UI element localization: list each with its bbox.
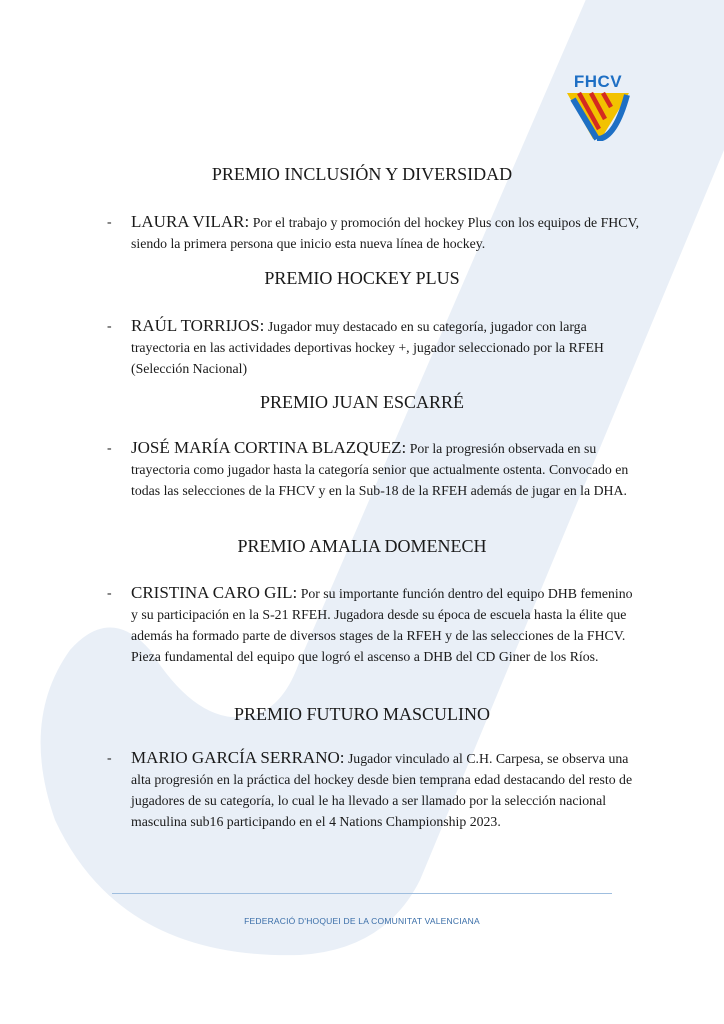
logo-emblem-icon bbox=[565, 91, 631, 141]
heading-premio-futuro-masculino: PREMIO FUTURO MASCULINO bbox=[233, 704, 491, 724]
award-recipient-name: LAURA VILAR: bbox=[131, 212, 250, 231]
award-description: Jugador vinculado al C.H. Carpesa, se observa una alta progresión en la práctica del hockey desde bien temprana edad destacando del resto de jugadores de su categoría, lo cual le ha llevado a ser llamado por la selección nacional masculina sub16 participando en el 4 Nations Championship 2023. bbox=[131, 751, 633, 829]
award-description: Jugador muy destacado en su categoría, jugador con larga trayectoria en las actividades deportivas hockey +, jugador seleccionado por la RFEH (Selección Nacional) bbox=[131, 319, 604, 376]
bullet-dash: - bbox=[107, 585, 112, 600]
award-description: Por el trabajo y promoción del hockey Plus con los equipos de FHCV, siendo la primera persona que inicio esta nueva línea de hockey. bbox=[131, 215, 640, 251]
award-description: Por la progresión observada en su trayectoria como jugador hasta la categoría senior que actualmente ostenta. Convocado en todas las selecciones de la FHCV y en la Sub-18 de la RFEH además de jugar en la DHA. bbox=[131, 441, 629, 498]
logo-text: FHCV bbox=[573, 72, 623, 91]
award-recipient-name: CRISTINA CARO GIL: bbox=[131, 583, 298, 602]
heading-premio-amalia-domenech: PREMIO AMALIA DOMENECH bbox=[237, 536, 487, 556]
award-recipient-name: MARIO GARCÍA SERRANO: bbox=[131, 748, 345, 767]
award-entry-mario-garcia bbox=[107, 747, 642, 832]
bullet-dash: - bbox=[107, 318, 112, 333]
bullet-dash: - bbox=[107, 440, 112, 455]
award-entry-jose-maria-cortina bbox=[107, 437, 642, 501]
award-entry-laura-vilar bbox=[107, 211, 642, 254]
award-entry-raul-torrijos bbox=[107, 315, 642, 379]
heading-premio-juan-escarre: PREMIO JUAN ESCARRÉ bbox=[259, 392, 465, 412]
bullet-dash: - bbox=[107, 214, 112, 229]
award-recipient-name: JOSÉ MARÍA CORTINA BLAZQUEZ: bbox=[131, 438, 407, 457]
heading-premio-hockey-plus: PREMIO HOCKEY PLUS bbox=[264, 268, 460, 288]
fhcv-logo bbox=[565, 72, 635, 142]
footer-federation-name: FEDERACIÓ D'HOQUEI DE LA COMUNITAT VALENCIANA bbox=[244, 916, 480, 926]
heading-premio-inclusion: PREMIO INCLUSIÓN Y DIVERSIDAD bbox=[211, 164, 513, 184]
award-recipient-name: RAÚL TORRIJOS: bbox=[131, 316, 265, 335]
award-entry-cristina-caro bbox=[107, 582, 642, 667]
bullet-dash: - bbox=[107, 750, 112, 765]
footer-divider bbox=[112, 893, 612, 894]
award-description: Por su importante función dentro del equipo DHB femenino y su participación en la S-21 RFEH. Jugadora desde su época de escuela hasta la élite que además ha formado parte de diversos stages de la RFEH y de las selecciones de la FHCV. Pieza fundamental del equipo que logró el ascenso a DHB del CD Giner de los Ríos. bbox=[131, 586, 633, 664]
